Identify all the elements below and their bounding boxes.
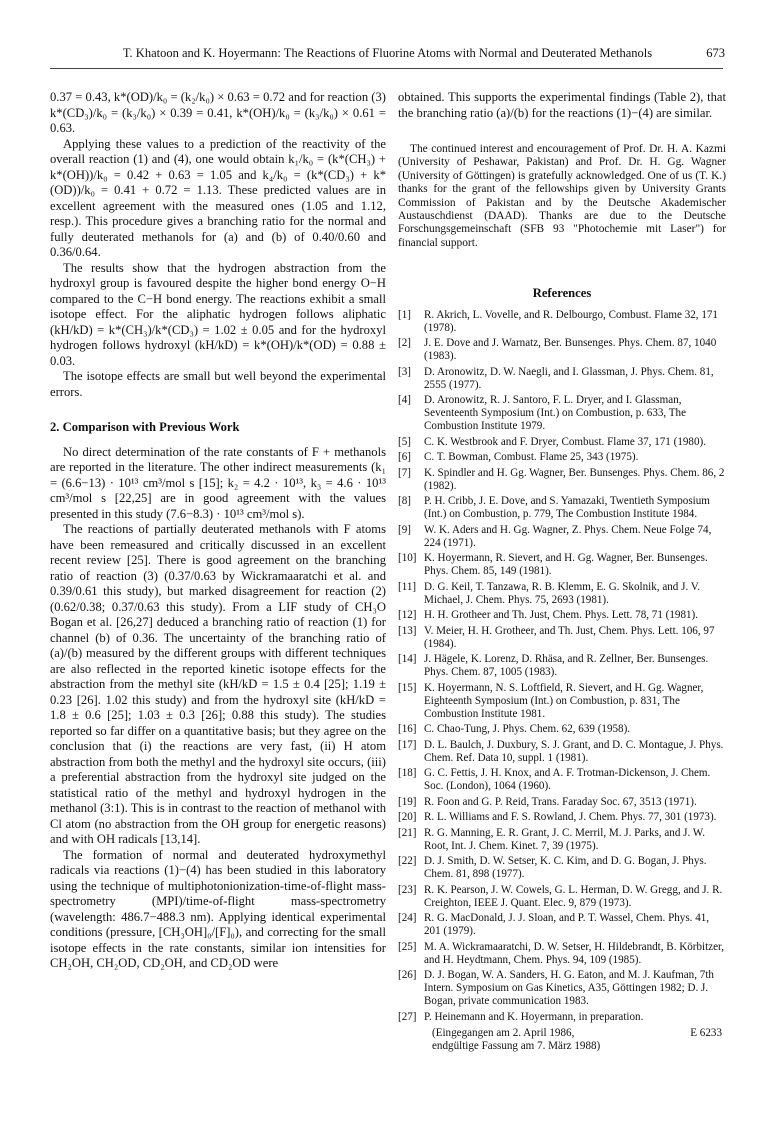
- reference-text: P. Heinemann and K. Hoyermann, in preparation.: [424, 1010, 644, 1023]
- references-heading: References: [532, 286, 592, 301]
- reference-text: R. G. MacDonald, J. J. Sloan, and P. T. Wassel, Chem. Phys. 41, 201 (1979).: [424, 912, 710, 938]
- reference-list: [398, 309, 726, 1024]
- reference-number: [9]: [398, 523, 411, 536]
- reference-text: J. Hägele, K. Lorenz, D. Rhäsa, and R. Zellner, Ber. Bunsenges. Phys. Chem. 87, 1005 (1983).: [424, 653, 709, 679]
- reference-number: [27]: [398, 1010, 417, 1023]
- reference-number: [10]: [398, 552, 417, 565]
- reference-number: [21]: [398, 826, 417, 839]
- reference-number: [4]: [398, 394, 411, 407]
- reference-number: [14]: [398, 653, 417, 666]
- reference-text: K. Spindler and H. Gg. Wagner, Ber. Bunsenges. Phys. Chem. 86, 2 (1982).: [424, 466, 725, 492]
- reference-text: W. K. Aders and H. Gg. Wagner, Z. Phys. Chem. Neue Folge 74, 224 (1971).: [424, 523, 712, 549]
- paragraph: obtained. This supports the experimental findings (Table 2), that the branching ratio (a)/(b) for the reactions (1)−(4) are similar.: [398, 90, 726, 120]
- reference-item: [398, 811, 726, 824]
- reference-number: [5]: [398, 435, 411, 448]
- reference-item: [398, 451, 726, 464]
- paragraph: The formation of normal and deuterated hydroxymethyl radicals via reactions (1)−(4) has been studied in this laboratory using the technique of multiphotonionization-time-of-flight mass-spectrometry (MPI)/time-of-flight mass-spectrometry (wavelength: 486.7−488.3 nm). Applying identical experimental conditions (pressure, [CH₃OH]₀/[F]₀), and correcting for the small isotope effects in the rate constants, similar ion intensities for CH₂OH, CH₂OD, CD₂OH, and CD₂OD were: [50, 847, 386, 970]
- reference-item: [398, 912, 726, 938]
- reference-text: G. C. Fettis, J. H. Knox, and A. F. Trotman-Dickenson, J. Chem. Soc. (London), 1064 (1960).: [424, 767, 711, 793]
- paragraph: No direct determination of the rate constants of F + methanols are reported in the literature. The other indirect measurements (k₁ = (6.6−13) · 10¹³ cm³/mol s [15]; k₂ = 4.2 · 10¹³, k₃ = 4.6 · 10¹³ cm³/mol s [22,25] are in good agreement with the values presented in this study (7.6−8.3) · 10¹³ cm³/mol s).: [50, 444, 386, 521]
- reference-text: K. Hoyermann, R. Sievert, and H. Gg. Wagner, Ber. Bunsenges. Phys. Chem. 85, 149 (1981).: [424, 552, 708, 578]
- reference-text: K. Hoyermann, N. S. Loftfield, R. Sievert, and H. Gg. Wagner, Eighteenth Symposium (Int.) on Combustion, p. 831, The Combustion Institute 1981.: [424, 681, 704, 720]
- reference-number: [15]: [398, 681, 417, 694]
- page-number: 673: [706, 46, 725, 60]
- left-column: [50, 90, 386, 972]
- reference-number: [3]: [398, 365, 411, 378]
- reference-item: [398, 309, 726, 335]
- reference-item: [398, 723, 726, 736]
- reference-item: [398, 969, 726, 1008]
- reference-number: [12]: [398, 609, 417, 622]
- reference-text: D. Aronowitz, R. J. Santoro, F. L. Dryer, and I. Glassman, Seventeenth Symposium (Int.) on Combustion, p. 633, The Combustion Institute 1979.: [424, 394, 687, 433]
- received-date: (Eingegangen am 2. April 1986,: [432, 1026, 575, 1039]
- reference-item: [398, 337, 726, 363]
- reference-item: [398, 625, 726, 651]
- reference-number: [6]: [398, 451, 411, 464]
- reference-number: [19]: [398, 795, 417, 808]
- reference-text: D. J. Smith, D. W. Setser, K. C. Kim, and D. G. Bogan, J. Phys. Chem. 81, 898 (1977).: [424, 855, 707, 881]
- reference-number: [8]: [398, 495, 411, 508]
- reference-number: [11]: [398, 580, 417, 593]
- reference-text: C. Chao-Tung, J. Phys. Chem. 62, 639 (1958).: [424, 723, 631, 736]
- reference-number: [24]: [398, 912, 417, 925]
- reference-item: [398, 884, 726, 910]
- reference-text: D. G. Keil, T. Tanzawa, R. B. Klemm, E. G. Skolnik, and J. V. Michael, J. Chem. Phys. 75, 2693 (1981).: [424, 580, 701, 606]
- reference-text: R. Akrich, L. Vovelle, and R. Delbourgo, Combust. Flame 32, 171 (1978).: [424, 308, 718, 334]
- reference-item: [398, 827, 726, 853]
- received-note: [398, 1027, 726, 1053]
- paragraph: The reactions of partially deuterated methanols with F atoms have been remeasured and critically discussed in an excellent recent review [25]. There is good agreement on the branching ratio of reaction (3) (0.37/0.63 by Wickramaaratchi et al. and 0.39/0.61 this study), but marked disagreement for reaction (2) (0.62/0.38; 0.37/0.63 this study). From a LIF study of CH₃O Bogan et al. [26,27] deduced a branching ratio of reaction (1) for channel (b) of 0.36. The uncertainty of the branching ratio of (a)/(b) measured by the different groups with different techniques are also reflected in the reported kinetic isotope effects for the abstraction from the methyl site (kH/kD = 1.5 ± 0.4 [25]; 1.19 ± 0.23 [26]. 1.02 this study) and from the hydroxyl site (kH/kD = 1.8 ± 0.6 [25]; 1.03 ± 0.3 [26]; 0.88 this study). The studies reported so far differ on a quantitative basis; but they agree on the conclusion that (i) the reactions are very fast, (ii) H atom abstraction from both the methyl and the hydroxyl site occurs, (iii) a preferential abstraction from the hydroxyl site judged on the statistical ratio of the methyl and hydroxyl hydrogen in the methanol (3:1). This is in contrast to the reaction of methanol with Cl atom (no abstraction from the OH group for energetic reasons) and with OH radicals [13,14].: [50, 522, 386, 846]
- reference-item: [398, 436, 726, 449]
- paragraph: 0.37 = 0.43, k*(OD)/k₀ = (k₂/k₀) × 0.63 = 0.72 and for reaction (3) k*(CD₃)/k₀ = (k₃/k₀) × 0.39 = 0.41, k*(OH)/k₀ = (k₃/k₀) × 0.61 = 0.63.: [50, 90, 386, 135]
- reference-item: [398, 796, 726, 809]
- reference-number: [16]: [398, 723, 417, 736]
- reference-number: [17]: [398, 738, 417, 751]
- reference-item: [398, 524, 726, 550]
- right-column: [398, 90, 726, 1053]
- reference-number: [20]: [398, 811, 417, 824]
- reference-number: [7]: [398, 466, 411, 479]
- reference-text: D. J. Bogan, W. A. Sanders, H. G. Eaton, and M. J. Kaufman, 7th Intern. Symposium on Gas Kinetics, A35, Göttingen 1982; D. J. Bogan, private communication 1983.: [424, 969, 714, 1008]
- manuscript-code: E 6233: [690, 1026, 722, 1039]
- reference-text: C. T. Bowman, Combust. Flame 25, 343 (1975).: [424, 451, 639, 464]
- running-title: T. Khatoon and K. Hoyermann: The Reactions of Fluorine Atoms with Normal and Deuterated Methanols: [122, 46, 653, 60]
- reference-number: [26]: [398, 969, 417, 982]
- revised-date: endgültige Fassung am 7. März 1988): [432, 1039, 601, 1052]
- reference-text: P. H. Cribb, J. E. Dove, and S. Yamazaki, Twentieth Symposium (Int.) on Combustion, p. 779, The Combustion Institute 1984.: [424, 495, 710, 521]
- paragraph: The isotope effects are small but well beyond the experimental errors.: [50, 369, 386, 399]
- reference-text: C. K. Westbrook and F. Dryer, Combust. Flame 37, 171 (1980).: [424, 435, 706, 448]
- reference-text: H. H. Grotheer and Th. Just, Chem. Phys. Lett. 78, 71 (1981).: [424, 609, 699, 622]
- reference-number: [1]: [398, 308, 411, 321]
- reference-item: [398, 739, 726, 765]
- reference-number: [25]: [398, 940, 417, 953]
- reference-text: R. G. Manning, E. R. Grant, J. C. Merril, M. J. Parks, and J. W. Root, Int. J. Chem. Kinet. 7, 39 (1975).: [424, 826, 706, 852]
- paragraph: The results show that the hydrogen abstraction from the hydroxyl group is favoured despite the higher bond energy O−H compared to the C−H bond energy. The reactions exhibit a small isotope effect. For the aliphatic hydrogen follows aliphatic (kH/kD) = k*(CH₃)/k*(CD₃) = 1.02 ± 0.05 and for the hydroxyl hydrogen follows hydroxyl (kH/kD) = k*(OH)/k*(OD) = 0.88 ± 0.03.: [50, 260, 386, 368]
- reference-text: V. Meier, H. H. Grotheer, and Th. Just, Chem. Phys. Lett. 106, 97 (1984).: [424, 624, 715, 650]
- reference-item: [398, 855, 726, 881]
- reference-number: [23]: [398, 883, 417, 896]
- reference-item: [398, 495, 726, 521]
- reference-item: [398, 394, 726, 433]
- reference-item: [398, 609, 726, 622]
- reference-item: [398, 552, 726, 578]
- reference-text: D. Aronowitz, D. W. Naegli, and I. Glassman, J. Phys. Chem. 81, 2555 (1977).: [424, 365, 714, 391]
- reference-text: D. L. Baulch, J. Duxbury, S. J. Grant, and D. C. Montague, J. Phys. Chem. Ref. Data 10, suppl. 1 (1981).: [424, 738, 724, 764]
- reference-text: R. Foon and G. P. Reid, Trans. Faraday Soc. 67, 3513 (1971).: [424, 795, 697, 808]
- reference-item: [398, 767, 726, 793]
- reference-number: [13]: [398, 624, 417, 637]
- running-header: [50, 46, 725, 66]
- reference-number: [22]: [398, 855, 417, 868]
- reference-item: [398, 941, 726, 967]
- reference-item: [398, 653, 726, 679]
- reference-text: M. A. Wickramaaratchi, D. W. Setser, H. Hildebrandt, B. Körbitzer, and H. Heydtmann, Chem. Phys. 94, 109 (1985).: [424, 940, 725, 966]
- paragraph: Applying these values to a prediction of the reactivity of the overall reaction (1) and (4), one would obtain k₁/k₀ = (k*(CH₃) + k*(OH))/k₀ = 0.42 + 0.63 = 1.05 and k₄/k₀ = (k*(CD₃) + k*(OD))/k₀ = 0.41 + 0.72 = 1.13. These predicted values are in excellent agreement with the measured ones (1.05 and 1.12, resp.). This procedure gives a branching ratio for the normal and fully deuterated methanols for (a) and (b) of 0.40/0.60 and 0.36/0.64.: [50, 136, 386, 259]
- acknowledgements: The continued interest and encouragement of Prof. Dr. H. A. Kazmi (University of Peshawar, Pakistan) and Prof. Dr. H. Gg. Wagner (University of Göttingen) is gratefully acknowledged. One of us (T. K.) thanks for the grant of the fellowships given by University Grants Commission of Pakistan and by the Deutsche Akademischer Austauschdienst (DAAD). Thanks are due to the Deutsche Forschungsgemeinschaft (SFB 93 "Photochemie mit Laser") for financial support.: [398, 143, 726, 249]
- reference-number: [18]: [398, 767, 417, 780]
- reference-text: R. L. Williams and F. S. Rowland, J. Chem. Phys. 77, 301 (1973).: [424, 811, 717, 824]
- reference-number: [2]: [398, 337, 411, 350]
- reference-item: [398, 467, 726, 493]
- reference-item: [398, 1011, 726, 1024]
- reference-text: R. K. Pearson, J. W. Cowels, G. L. Herman, D. W. Gregg, and J. R. Creighton, IEEE J. Quant. Elec. 9, 879 (1973).: [424, 883, 723, 909]
- reference-text: J. E. Dove and J. Warnatz, Ber. Bunsenges. Phys. Chem. 87, 1040 (1983).: [424, 337, 717, 363]
- header-rule: [50, 68, 723, 69]
- reference-item: [398, 366, 726, 392]
- reference-item: [398, 682, 726, 721]
- section-heading: 2. Comparison with Previous Work: [50, 420, 240, 434]
- reference-item: [398, 581, 726, 607]
